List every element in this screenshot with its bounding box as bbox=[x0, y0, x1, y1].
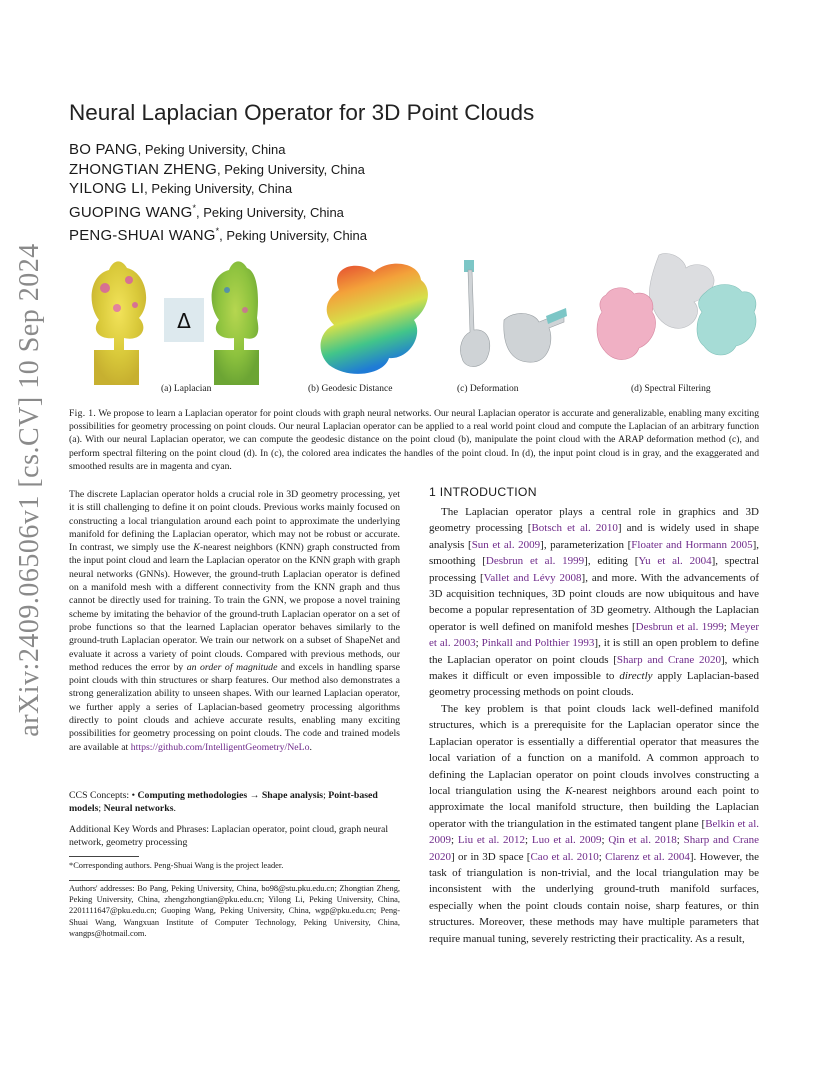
footnote-rule bbox=[69, 856, 139, 857]
ccs-sep-1: ; bbox=[323, 790, 329, 801]
gargoyle-smoothed bbox=[697, 285, 756, 356]
author-affiliation: , Peking University, China bbox=[144, 181, 293, 196]
arxiv-identifier-text: arXiv:2409.06506v1 [cs.CV] 10 Sep 2024 bbox=[14, 243, 45, 737]
citation-link[interactable]: Sharp and Crane 2020 bbox=[429, 834, 759, 863]
author-line bbox=[69, 199, 367, 223]
author-affiliation: , Peking University, China bbox=[217, 161, 365, 177]
body-text: ], smoothing [ bbox=[429, 538, 760, 568]
body-text: ], it is still an open problem to define the Laplacian operator on point clouds [ bbox=[429, 637, 759, 666]
addresses-rule bbox=[69, 880, 400, 881]
citation-link[interactable]: Sharp and Crane 2020 bbox=[616, 653, 721, 666]
subcaption-c: (c) Deformation bbox=[457, 384, 519, 394]
body-text: ; bbox=[723, 620, 731, 633]
abstract-text-2: -nearest neighbors (KNN) graph constructed from the input point cloud and learn the Laplacian operator on the KNN graph with graph neural networks (GNNs). However, the ground-truth Laplacian operator is defined on a manifold mesh with a different connectivity from the KNN graph and thus cannot be directly used for training. To train the GNN, we propose a novel training scheme by imitating the behavior of the ground-truth Laplacian operator on a set of probe functions so that the learned Laplacian operator behaves similarly to the ground-truth Laplacian operator. We train our network on a subset of ShapeNet and evaluate it across a variety of point clouds. Compared with previous methods, our method reduces the error by bbox=[69, 542, 400, 673]
body-text: ]. However, the task of triangulation is non-trivial, and the local triangulation may be inconsistent with the underlying ground-truth manifold surfaces, especially when the point clouds contain noise, sharp features, or thin structures. Moreover, these methods may have multiple parameters that require manual tuning, severely restricting their practicality. As a result, bbox=[429, 850, 759, 945]
citation-link[interactable]: Luo et al. 2009 bbox=[531, 834, 602, 847]
abstract-text-1: The discrete Laplacian operator holds a crucial role in 3D geometry processing, yet it is still challenging to define it on point clouds. Previous works mainly focused on constructing a local triangulation around each point to approximate the underlying manifold for defining the Laplacian operator, which may not be robust or accurate. In contrast, we simply use the bbox=[69, 489, 400, 554]
emphasis-text: K bbox=[565, 784, 573, 797]
citation-link[interactable]: Floater and Hormann 2005 bbox=[631, 538, 753, 551]
author-line bbox=[69, 140, 367, 160]
body-text: The Laplacian operator plays a central role in graphics and 3D geometry processing [ bbox=[429, 506, 759, 535]
footnote: *Corresponding authors. Peng-Shuai Wang is the project leader. bbox=[69, 861, 284, 870]
abstract bbox=[69, 488, 400, 754]
body-text: ; bbox=[601, 834, 609, 847]
body-text: ], spectral processing [ bbox=[429, 555, 759, 584]
citation-link[interactable]: Vallet and Lévy 2008 bbox=[483, 571, 582, 584]
abstract-k: K bbox=[193, 542, 200, 554]
laplacian-input-shape bbox=[92, 261, 147, 385]
abstract-emphasis: an order of magnitude bbox=[186, 661, 278, 673]
body-text: ; bbox=[451, 834, 458, 847]
gargoyle-exaggerated bbox=[597, 288, 656, 360]
author-addresses: Authors' addresses: Bo Pang, Peking University, China, bo98@stu.pku.edu.cn; Zhongtian Zheng, Peking University, China, zhengzhongtian@pku.edu.cn; Yilong Li, Peking University, China, 2201111647@pku.edu.cn; Guoping Wang, Peking University, China, wgp@pku.edu.cn; Peng-Shuai Wang, Wangxuan Institute of Computer Technology, Peking University, China, wangps@hotmail.com. bbox=[69, 884, 400, 938]
deformation-panel bbox=[454, 250, 569, 390]
author-line bbox=[69, 222, 367, 246]
author-name: GUOPING WANG bbox=[69, 203, 193, 221]
paper-title: Neural Laplacian Operator for 3D Point Clouds bbox=[69, 100, 535, 125]
delta-symbol: Δ bbox=[177, 309, 191, 333]
body-text: ] and is widely used in shape analysis [ bbox=[429, 522, 760, 551]
abstract-text-3: and excels in handling sparse point clouds with thin structures or sharp features. Our method also demonstrates a strong generalization ability to unseen shapes. With our learned Laplacian operator, we further apply a series of Laplacian-based geometry processing algorithms directly to point clouds and achieve accurate results, enabling many exciting possibilities for geometry processing on point clouds. The code and trained models are available at bbox=[69, 661, 401, 753]
author-name: ZHONGTIAN ZHENG bbox=[69, 160, 217, 178]
intro-paragraph-1 bbox=[429, 504, 759, 701]
ccs-end: . bbox=[173, 803, 176, 815]
corresponding-mark: * bbox=[215, 226, 220, 236]
deformed-guitar-shape bbox=[460, 270, 489, 367]
citation-link[interactable]: Botsch et al. 2010 bbox=[531, 522, 618, 535]
author-name: YILONG LI bbox=[69, 180, 145, 197]
citation-link[interactable]: Yu et al. 2004 bbox=[638, 555, 712, 568]
geodesic-shape bbox=[321, 264, 428, 374]
section-heading: 1 INTRODUCTION bbox=[429, 485, 537, 499]
figure-caption bbox=[69, 407, 759, 473]
citation-link[interactable]: Meyer et al. 2003 bbox=[429, 620, 759, 650]
author-affiliation: , Peking University, China bbox=[137, 142, 286, 157]
citation-link[interactable]: Belkin et al. 2009 bbox=[429, 817, 759, 847]
citation-link[interactable]: Liu et al. 2012 bbox=[457, 834, 526, 847]
ccs-concept-3: Neural networks bbox=[103, 803, 174, 815]
body-text: ; bbox=[475, 637, 482, 650]
author-name: BO PANG bbox=[69, 141, 138, 158]
emphasis-text: directly bbox=[619, 670, 653, 683]
body-text: ], editing [ bbox=[584, 555, 639, 568]
ccs-concept-1: Computing methodologies → Shape analysis bbox=[137, 790, 324, 801]
ccs-concepts bbox=[69, 789, 400, 816]
citation-link[interactable]: Qin et al. 2018 bbox=[608, 834, 677, 847]
intro-paragraph-2 bbox=[429, 701, 759, 947]
author-line bbox=[69, 179, 367, 199]
subcaption-d: (d) Spectral Filtering bbox=[631, 384, 711, 394]
author-affiliation: , Peking University, China bbox=[196, 204, 344, 220]
keywords: Additional Key Words and Phrases: Laplacian operator, point cloud, graph neural network, geometry processing bbox=[69, 824, 389, 849]
corresponding-mark: * bbox=[192, 202, 197, 213]
figure-caption-text: We propose to learn a Laplacian operator for point clouds with graph neural networks. Our neural Laplacian operator is accurate and generalizable, enabling many exciting possibilities for geometry processing on point clouds. Our neural Laplacian operator can be applied to a real world point cloud and compute the Laplacian of an arbitrary function (a). With our neural Laplacian operator, we can compute the geodesic distance on the point cloud (b), manipulate the point cloud with the ARAP deformation method (c), and perform spectral filtering on the point cloud (d). In (c), the colored area indicates the handles of the point cloud. In (d), the input point cloud is in gray, and the exaggerated and smoothed results are in magenta and cyan. bbox=[69, 408, 759, 472]
spectral-panel bbox=[594, 250, 759, 390]
body-text: The key problem is that point clouds lack well-defined manifold structures, which is a prerequisite for the Laplacian operator since the Laplacian operator is essentially a differential operator that measures the local variation of a function on a manifold. A common approach to defining the Laplacian operator on point clouds involves constructing a local triangulation using the bbox=[429, 702, 759, 797]
author-list bbox=[69, 140, 367, 246]
author-affiliation: , Peking University, China bbox=[219, 228, 368, 243]
body-text: ], parameterization [ bbox=[540, 538, 632, 551]
body-text: -nearest neighbors around each point to approximate the local manifold structure, then building the Laplacian operator with the triangulation in the estimated tangent plane [ bbox=[429, 784, 759, 830]
code-link[interactable]: https://github.com/IntelligentGeometry/NeLo bbox=[130, 741, 310, 753]
laplacian-panel bbox=[69, 250, 259, 390]
author-line bbox=[69, 160, 367, 180]
ccs-sep-2: ; bbox=[98, 803, 104, 815]
body-text: ; bbox=[598, 850, 606, 863]
body-text: ] or in 3D space [ bbox=[451, 850, 531, 863]
ccs-concept-2: Point-based models bbox=[69, 790, 378, 815]
citation-link[interactable]: Desbrun et al. 1999 bbox=[635, 620, 724, 633]
citation-link[interactable]: Sun et al. 2009 bbox=[471, 538, 541, 551]
laplacian-output-shape bbox=[212, 261, 259, 385]
body-text: ], and more. With the advancements of 3D acquisition techniques, 3D point clouds are now ubiquitous and have become a popular representation of 3D geometry. Although the Laplacian operator is well defined on manifold meshes [ bbox=[429, 571, 759, 633]
author-name: PENG-SHUAI WANG bbox=[69, 227, 216, 244]
body-text: ; bbox=[676, 834, 684, 847]
citation-link[interactable]: Cao et al. 2010 bbox=[530, 850, 599, 863]
arxiv-identifier bbox=[8, 243, 52, 737]
abstract-end: . bbox=[309, 741, 312, 753]
body-text: ], which makes it difficult or even impossible to bbox=[429, 653, 759, 683]
citation-link[interactable]: Pinkall and Polthier 1993 bbox=[481, 637, 595, 650]
body-text: ; bbox=[525, 834, 532, 847]
citation-link[interactable]: Clarenz et al. 2004 bbox=[605, 850, 690, 863]
subcaption-b: (b) Geodesic Distance bbox=[308, 384, 393, 394]
geodesic-panel bbox=[309, 250, 449, 390]
subcaption-a: (a) Laplacian bbox=[161, 384, 212, 394]
figure-label: Fig. 1. bbox=[69, 408, 97, 419]
ccs-prefix: CCS Concepts: • bbox=[69, 790, 138, 801]
body-text: apply Laplacian-based geometry processing methods on point clouds. bbox=[429, 670, 759, 699]
citation-link[interactable]: Desbrun et al. 1999 bbox=[485, 555, 585, 568]
figure-1 bbox=[69, 250, 759, 400]
introduction-body bbox=[429, 504, 759, 947]
